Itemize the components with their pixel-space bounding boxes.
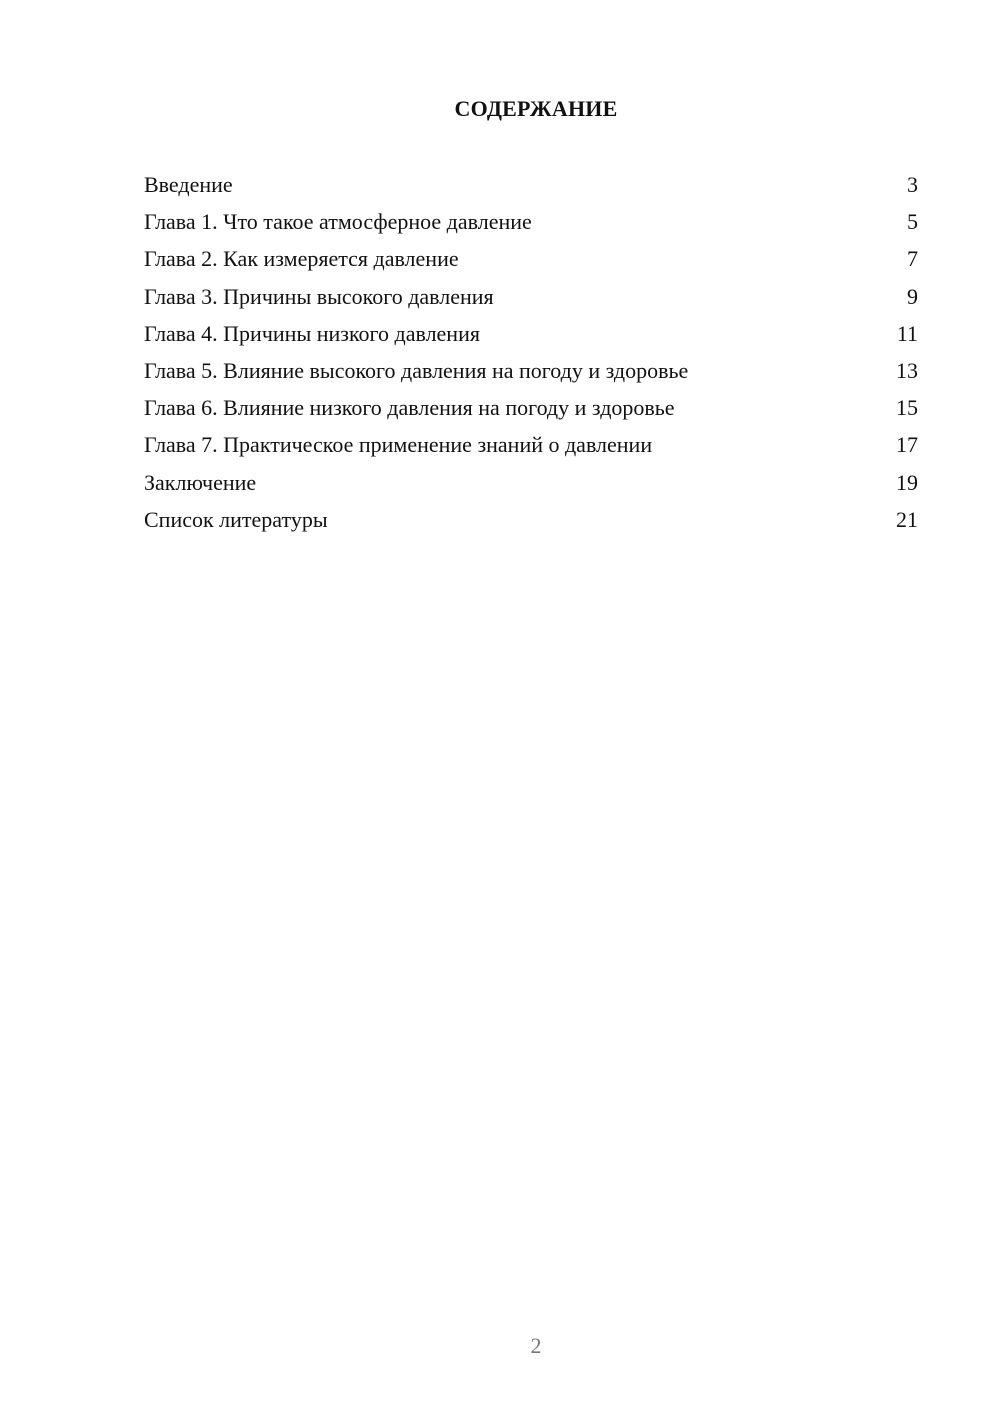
toc-entry-page: 5: [907, 209, 918, 235]
toc-entry-text: Глава 1. Что такое атмосферное давление: [144, 209, 532, 235]
toc-entry-text: Глава 6. Влияние низкого давления на погоду и здоровье: [144, 395, 675, 421]
toc-entry-text: Глава 3. Причины высокого давления: [144, 283, 494, 309]
toc-entry-page: 9: [907, 283, 918, 309]
toc-entry: [144, 166, 918, 203]
toc-entry: [144, 464, 918, 501]
page-number: 2: [530, 1333, 542, 1358]
toc-entry-page: 13: [896, 357, 918, 383]
toc-entry: [144, 278, 918, 315]
toc-entry-text: Глава 4. Причины низкого давления: [144, 320, 480, 346]
toc-entry: [144, 501, 918, 538]
toc-entry: [144, 426, 918, 463]
toc-entry-page: 15: [896, 395, 918, 421]
toc-entry-text: Введение: [144, 172, 233, 197]
toc-entry-page: 21: [896, 506, 918, 532]
toc-entry-text: Глава 5. Влияние высокого давления на погоду и здоровье: [144, 357, 689, 383]
toc-entry: [144, 240, 918, 277]
toc-entry-page: 17: [896, 432, 918, 458]
table-of-contents: [144, 166, 918, 538]
toc-entry-page: 19: [896, 469, 918, 495]
toc-entry-page: 3: [907, 172, 918, 197]
toc-entry: [144, 389, 918, 426]
toc-entry-page: 11: [896, 320, 918, 346]
toc-entry: [144, 203, 918, 240]
toc-entry-text: Глава 2. Как измеряется давление: [144, 246, 459, 272]
toc-entry-text: Список литературы: [144, 506, 328, 532]
toc-entry-text: Глава 7. Практическое применение знаний о давлении: [144, 432, 653, 458]
page-title: СОДЕРЖАНИЕ: [454, 96, 618, 121]
toc-entry: [144, 315, 918, 352]
toc-entry: [144, 352, 918, 389]
toc-entry-page: 7: [907, 246, 918, 272]
toc-entry-text: Заключение: [144, 469, 257, 495]
